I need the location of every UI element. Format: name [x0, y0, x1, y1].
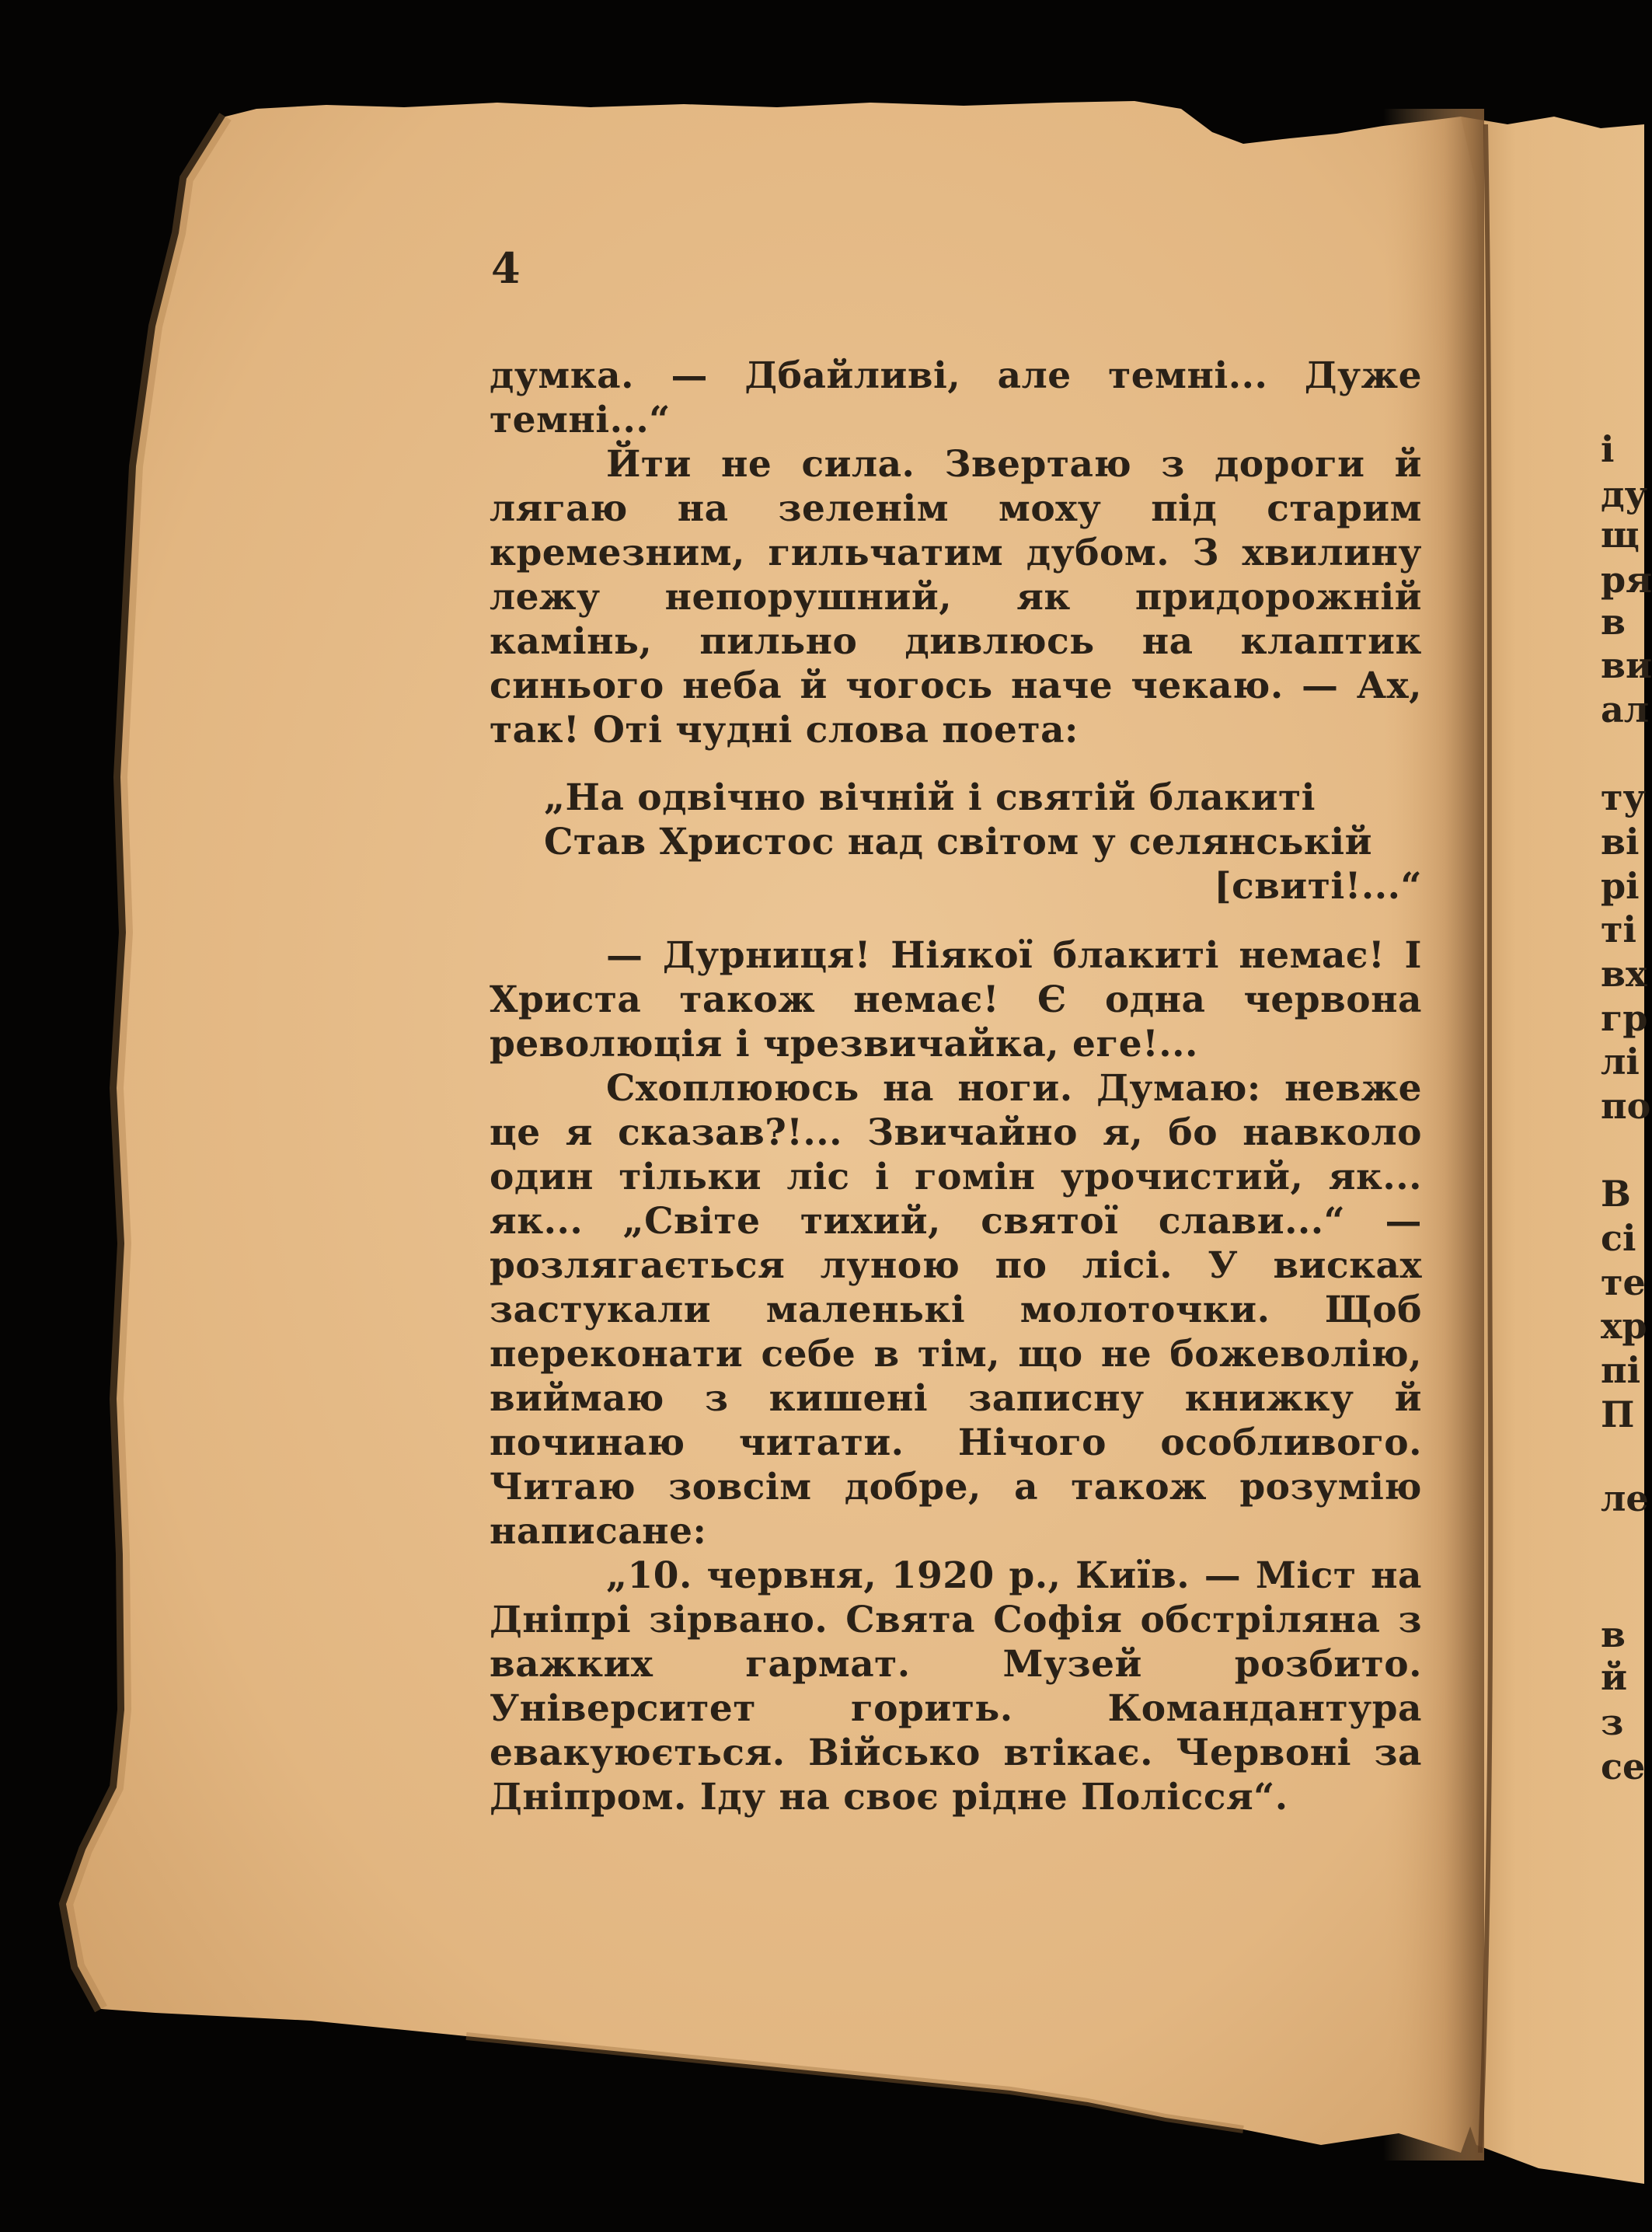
next-page-fragment: ря — [1601, 559, 1652, 601]
next-page-fragment: ви — [1601, 644, 1652, 686]
next-page-fragment: се — [1601, 1745, 1646, 1787]
next-page-fragment: в — [1601, 1613, 1626, 1655]
next-page-fragment: щ — [1601, 514, 1640, 556]
paragraph-1: Йти не сила. Звертаю з дороги й лягаю на зеленім моху під старим кремезним, гильчатим дубом. З хвилину лежу непорушний, як придорожній камінь, пильно дивлюсь на клаптик синього неба й чогось наче чекаю. — Ах, так! Оті чудні слова поета: — [490, 443, 1422, 752]
next-page-fragment: ті — [1601, 908, 1636, 950]
next-page-fragment: сі — [1601, 1217, 1636, 1259]
poem-line-3: [свиті!...“ — [1214, 865, 1422, 908]
poem-quote — [544, 776, 1422, 908]
next-page-fragment: П — [1601, 1393, 1635, 1435]
next-page-fragment: по — [1601, 1085, 1651, 1127]
poem-line-1: „На одвічно вічній і святій блакиті — [544, 776, 1316, 819]
poem-line-2: Став Христос над світом у селянській — [544, 821, 1372, 863]
next-page-fragment: з — [1601, 1701, 1624, 1743]
paragraph-4: „10. червня, 1920 р., Київ. — Міст на Дніпрі зірвано. Свята Софія обстріляна з важких гармат. Музей розбито. Університет горить. Командантура евакуюється. Військо втікає. Червоні за Дніпром. Іду на своє рідне Полісся“. — [490, 1554, 1422, 1819]
next-page-fragment: пі — [1601, 1349, 1641, 1391]
next-page-fragment: В — [1601, 1173, 1631, 1215]
next-page-fragment: гр — [1601, 997, 1648, 1039]
next-page-fragment: рі — [1601, 865, 1640, 907]
next-page-fragment: ту — [1601, 776, 1646, 818]
paragraph-2: — Дурниця! Ніякої блакиті немає! І Христа також немає! Є одна червона революція і чрезвичайка, еге!... — [490, 934, 1422, 1065]
next-page-fragment: і — [1601, 428, 1615, 470]
next-page-fragment: в — [1601, 601, 1626, 643]
next-page-fragment: хр — [1601, 1305, 1647, 1347]
next-page-fragment: й — [1601, 1656, 1628, 1698]
next-page-fragment: ле — [1601, 1477, 1649, 1519]
next-page-fragment: лі — [1601, 1041, 1640, 1083]
next-page-fragment: те — [1601, 1261, 1646, 1303]
page-body — [490, 354, 1422, 1819]
next-page-fragment: ал — [1601, 689, 1650, 731]
next-page-fragment: ду — [1601, 473, 1648, 515]
book-page — [490, 0, 1422, 2232]
next-page-fragments — [1585, 0, 1652, 2232]
next-page-fragment: вх — [1601, 953, 1647, 995]
next-page-fragment: ві — [1601, 821, 1640, 863]
opening-line: думка. — Дбайливі, але темні... Дуже темні...“ — [490, 354, 1422, 441]
paragraph-3: Схоплююсь на ноги. Думаю: невже це я сказав?!... Звичайно я, бо навколо один тільки ліс і гомін урочистий, як... як... „Світе тихий, святої слави...“ — розлягається луною по лісі. У висках застукали маленькі молоточки. Щоб переконати себе в тім, що не божеволію, виймаю з кишені записну книжку й починаю читати. Нічого особливого. Читаю зовсім добре, а також розумію написане: — [490, 1067, 1422, 1553]
page-number: 4 — [491, 243, 521, 293]
